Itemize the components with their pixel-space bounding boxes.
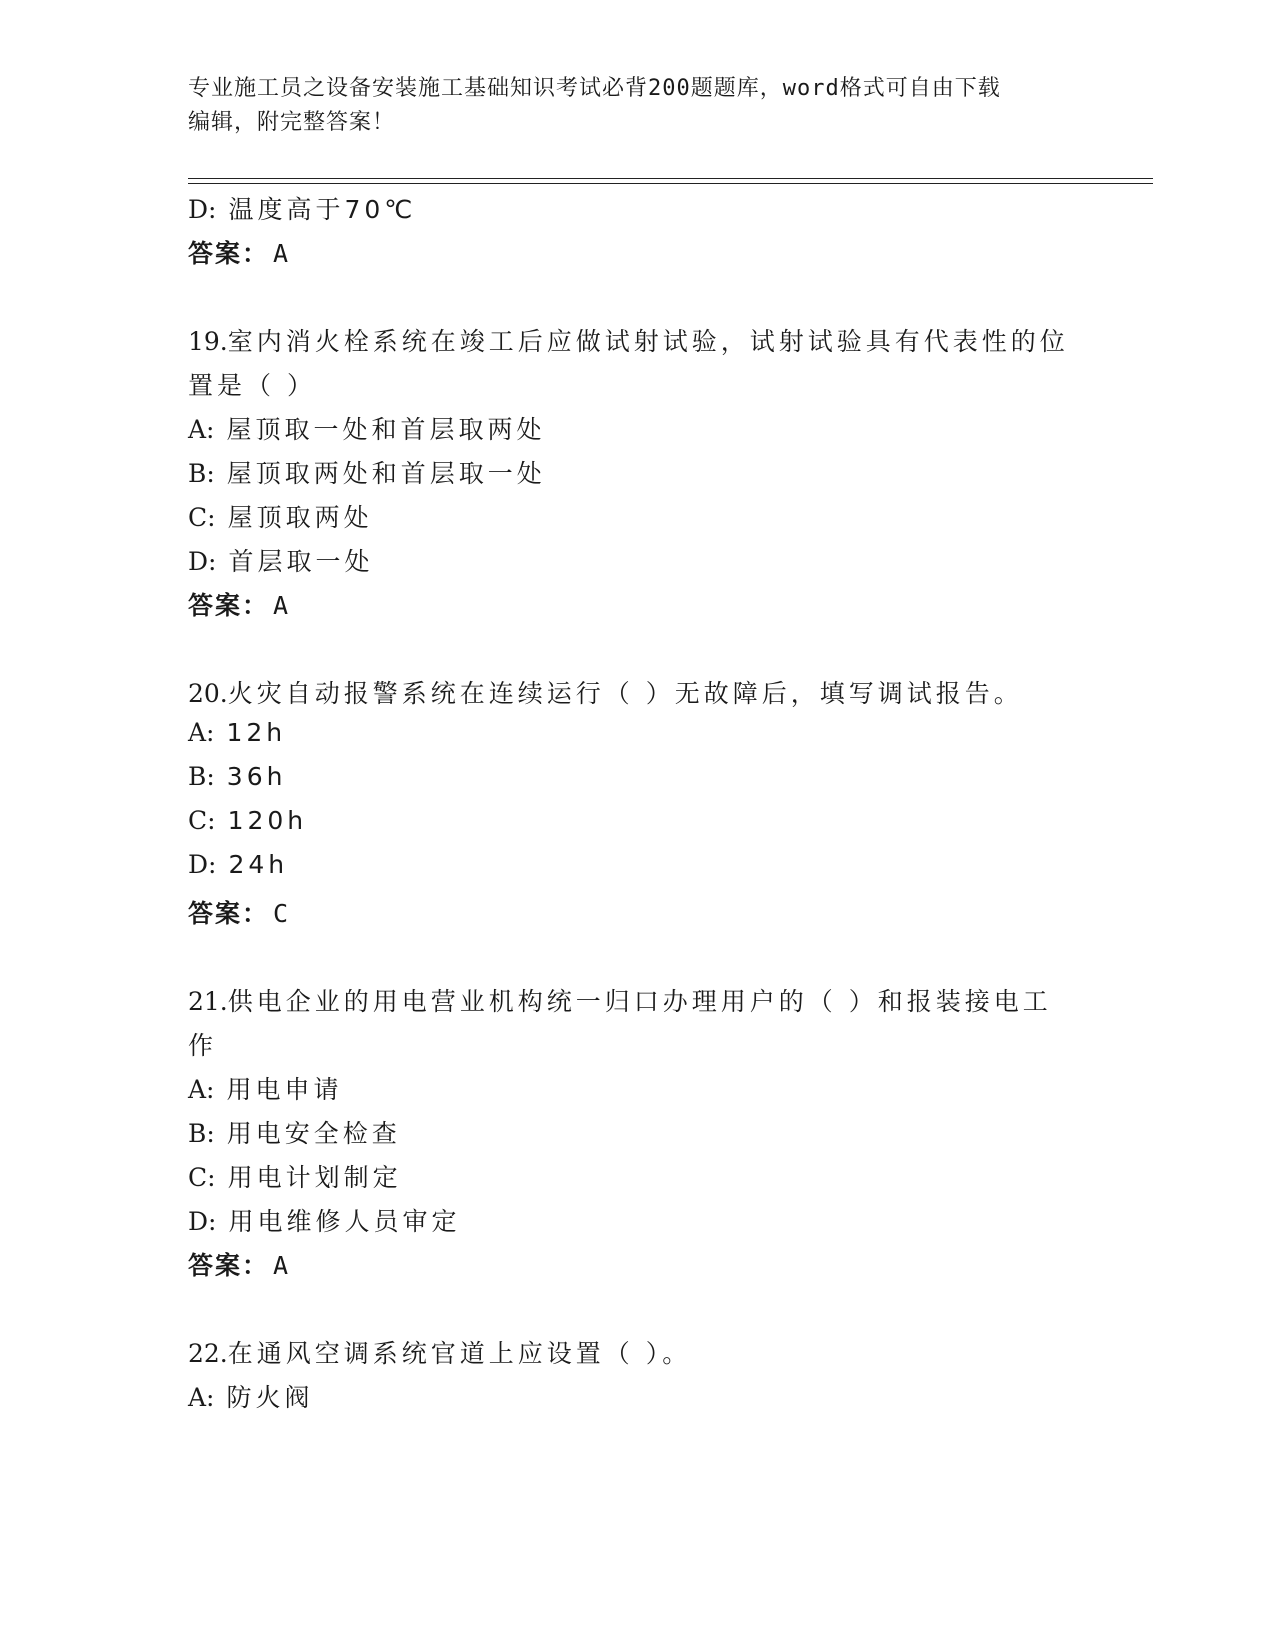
question-number: 22.	[188, 1339, 228, 1368]
question-19-stem	[188, 322, 1069, 358]
option-text: 12h	[226, 718, 287, 747]
option-c	[188, 806, 307, 835]
option-text: 屋顶取两处和首层取一处	[226, 459, 546, 488]
option-letter: B:	[188, 762, 215, 791]
option-text: 屋顶取两处	[227, 503, 373, 532]
answer	[188, 586, 290, 622]
question-21-stem-cont	[188, 1026, 217, 1062]
option-letter: C:	[188, 503, 216, 532]
header-divider-bottom	[188, 183, 1153, 184]
question-21-stem	[188, 982, 1052, 1018]
option-text: 用电维修人员审定	[228, 1207, 461, 1236]
question-number: 20.	[188, 679, 228, 708]
question-stem: 火灾自动报警系统在连续运行（ ）无故障后，填写调试报告。	[227, 679, 1023, 708]
option-c	[188, 1158, 402, 1194]
option-text: 防火阀	[226, 1383, 314, 1412]
option-b	[188, 762, 286, 791]
option-a	[188, 410, 546, 446]
option-d	[188, 190, 416, 226]
answer-value: A	[273, 591, 291, 620]
question-stem: 供电企业的用电营业机构统一归口办理用户的（ ）和报装接电工	[227, 987, 1052, 1016]
option-d	[188, 850, 288, 879]
option-letter: A:	[188, 415, 215, 444]
option-letter: C:	[188, 1163, 216, 1192]
question-stem: 置是（ ）	[188, 371, 316, 400]
option-letter: D:	[188, 195, 217, 224]
answer	[188, 1246, 290, 1282]
option-text: 用电申请	[226, 1075, 343, 1104]
question-19-stem-cont	[188, 366, 316, 402]
answer	[188, 234, 290, 270]
header-title-line-2: 编辑，附完整答案！	[188, 110, 396, 135]
option-letter: A:	[188, 1383, 215, 1412]
question-number: 19.	[188, 327, 228, 356]
option-b	[188, 1114, 401, 1150]
question-stem: 室内消火栓系统在竣工后应做试射试验，试射试验具有代表性的位	[227, 327, 1069, 356]
option-letter: D:	[188, 850, 217, 879]
answer-label: 答案：	[188, 1251, 270, 1280]
option-letter: C:	[188, 806, 216, 835]
option-text: 温度高于70℃	[228, 195, 417, 224]
answer-label: 答案：	[188, 591, 270, 620]
answer-label: 答案：	[188, 899, 270, 928]
answer-value: A	[273, 239, 291, 268]
option-letter: A:	[188, 718, 215, 747]
option-text: 36h	[226, 762, 287, 791]
header-divider-top	[188, 178, 1153, 179]
document-header	[188, 72, 1088, 140]
option-letter: A:	[188, 1075, 215, 1104]
option-letter: B:	[188, 459, 215, 488]
option-c	[188, 498, 373, 534]
question-stem: 作	[188, 1031, 218, 1060]
header-title-line-1: 专业施工员之设备安装施工基础知识考试必背200题题库，word格式可自由下载	[188, 76, 1001, 101]
option-a	[188, 1070, 343, 1106]
answer-value: C	[273, 899, 291, 928]
answer-label: 答案：	[188, 239, 270, 268]
option-text: 120h	[227, 806, 308, 835]
option-text: 首层取一处	[228, 547, 374, 576]
question-number: 21.	[188, 987, 228, 1016]
option-d	[188, 542, 373, 578]
question-20-stem	[188, 674, 1023, 710]
option-b	[188, 454, 546, 490]
question-22-stem	[188, 1334, 691, 1370]
option-text: 用电安全检查	[226, 1119, 401, 1148]
option-letter: B:	[188, 1119, 215, 1148]
option-letter: D:	[188, 547, 217, 576]
question-stem: 在通风空调系统官道上应设置（ ）。	[227, 1339, 692, 1368]
answer-value: A	[273, 1251, 291, 1280]
option-d	[188, 1202, 460, 1238]
option-letter: D:	[188, 1207, 217, 1236]
option-a	[188, 1378, 314, 1414]
option-text: 24h	[228, 850, 289, 879]
option-text: 用电计划制定	[227, 1163, 402, 1192]
answer	[188, 894, 290, 930]
option-text: 屋顶取一处和首层取两处	[226, 415, 546, 444]
option-a	[188, 718, 286, 747]
